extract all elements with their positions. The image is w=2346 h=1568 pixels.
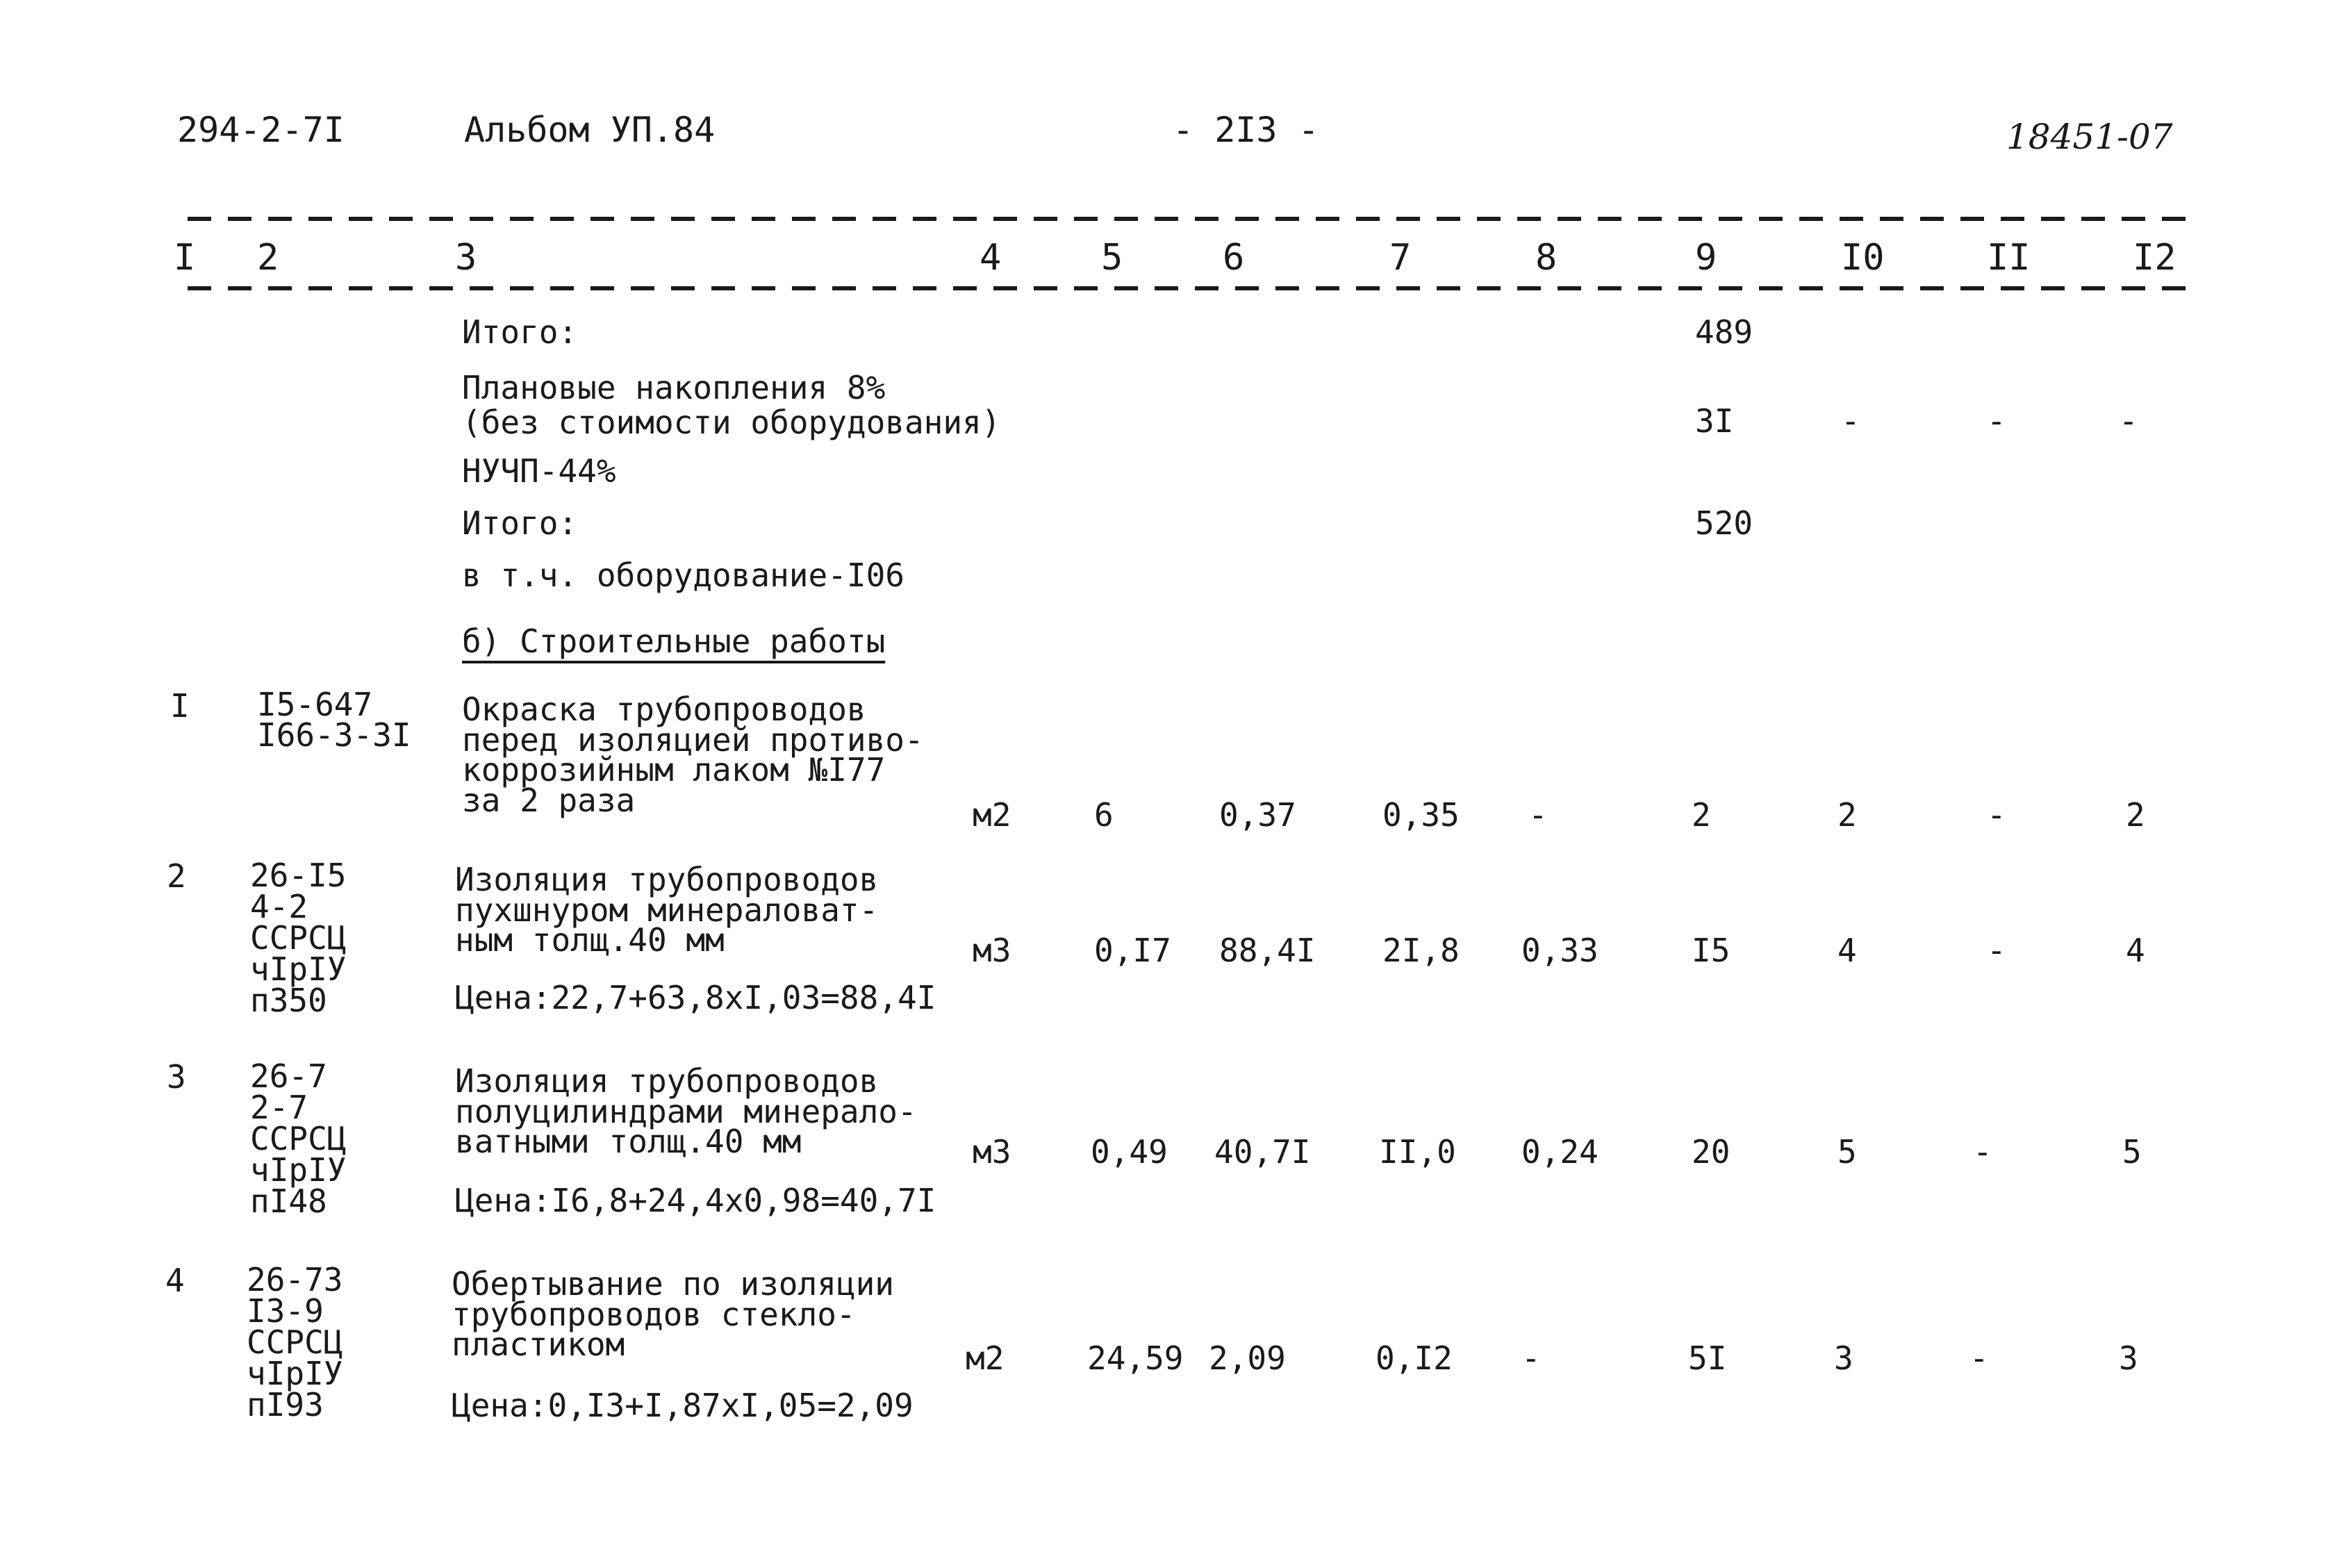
row-unit: м2 (973, 796, 1011, 834)
column-number: 3 (455, 237, 477, 279)
page-number: - 2I3 - (1173, 110, 1319, 150)
row-col11: - (1973, 1133, 1992, 1171)
section-title: б) Строительные работы (462, 622, 886, 660)
row-col12: 5 (2122, 1133, 2142, 1171)
row-col12: 2 (2126, 796, 2145, 834)
planned-label-line2: (без стоимости оборудования) (462, 404, 1001, 441)
row-col7: 0,I2 (1376, 1339, 1453, 1377)
column-number: I2 (2133, 237, 2176, 279)
row-description: Окраска трубопроводов перед изоляцией противо- коррозийным лаком №I77 за 2 раза (462, 691, 924, 820)
planned-label-line1: Плановые накопления 8% (462, 369, 886, 406)
row-code: 26-7 2-7 ССРСЦ чIрIУ пI48 (250, 1057, 347, 1221)
row-number: 2 (167, 857, 186, 895)
column-number: 4 (980, 237, 1002, 279)
handwritten-number: 18451-07 (2006, 117, 2173, 157)
row-col11: - (1987, 796, 2006, 834)
row-col8: - (1521, 1339, 1541, 1377)
nuchp-label: НУЧП-44% (462, 452, 616, 490)
itogo-label: Итого: (462, 504, 578, 542)
column-number: 8 (1535, 237, 1558, 279)
row-number: 3 (167, 1058, 186, 1096)
column-number: I (174, 237, 196, 279)
row-price-note: Цена:0,I3+I,87хI,05=2,09 (452, 1387, 914, 1424)
row-unit-price: 40,7I (1214, 1133, 1311, 1171)
row-col7: 2I,8 (1382, 932, 1460, 969)
row-number: I (170, 687, 190, 725)
row-quantity: 24,59 (1087, 1339, 1184, 1377)
row-unit-price: 88,4I (1219, 932, 1316, 969)
row-unit: м2 (966, 1339, 1005, 1377)
row-col9: 20 (1692, 1133, 1730, 1171)
row-col10: 4 (1837, 932, 1857, 969)
row-col9: 2 (1692, 796, 1711, 834)
itogo-label: Итого: (462, 313, 578, 351)
itogo-value: 489 (1695, 313, 1753, 351)
document-code: 294-2-7I (177, 110, 345, 150)
row-quantity: 6 (1094, 796, 1114, 834)
row-col7: II,0 (1379, 1133, 1456, 1171)
row-quantity: 0,I7 (1094, 932, 1171, 969)
row-number: 4 (165, 1262, 185, 1299)
row-col9: 5I (1688, 1339, 1727, 1377)
row-col10: 2 (1837, 796, 1857, 834)
row-col8: 0,24 (1521, 1133, 1599, 1171)
column-number: II (1987, 237, 2031, 279)
row-quantity: 0,49 (1091, 1133, 1168, 1171)
planned-dash: - (1987, 402, 2006, 440)
row-col10: 3 (1834, 1339, 1853, 1377)
row-unit: м3 (973, 932, 1011, 969)
row-unit: м3 (973, 1133, 1011, 1171)
row-unit-price: 2,09 (1209, 1339, 1286, 1377)
column-number: 5 (1101, 237, 1123, 279)
equipment-note: в т.ч. оборудование-I06 (462, 556, 904, 594)
row-col10: 5 (1837, 1133, 1857, 1171)
planned-dash: - (1841, 402, 1860, 440)
itogo-value: 520 (1695, 504, 1753, 542)
row-col8: 0,33 (1521, 932, 1599, 969)
header-rule-bottom (188, 286, 2188, 290)
column-number: 6 (1223, 237, 1245, 279)
planned-value: 3I (1695, 402, 1734, 440)
row-col11: - (1969, 1339, 1989, 1377)
row-description: Изоляция трубопроводов пухшнуром минераловат- ным толщ.40 мм (455, 861, 879, 959)
row-price-note: Цена:I6,8+24,4х0,98=40,7I (455, 1182, 936, 1219)
row-col9: I5 (1692, 932, 1730, 969)
column-number: 2 (257, 237, 279, 279)
row-code: I5-647 I66-3-3I (257, 686, 411, 754)
row-code: 26-73 I3-9 ССРСЦ чIрIУ пI93 (247, 1261, 343, 1424)
header-rule-top (188, 217, 2188, 221)
row-description: Обертывание по изоляции трубопроводов стекло- пластиком (452, 1265, 894, 1364)
row-col12: 3 (2119, 1339, 2138, 1377)
row-unit-price: 0,37 (1219, 796, 1296, 834)
row-col7: 0,35 (1382, 796, 1460, 834)
album-label: Альбом УП.84 (464, 110, 716, 150)
column-number: 7 (1389, 237, 1412, 279)
column-number: I0 (1841, 237, 1885, 279)
row-code: 26-I5 4-2 ССРСЦ чIрIУ п350 (250, 857, 347, 1020)
row-col8: - (1528, 796, 1548, 834)
column-number: 9 (1695, 237, 1717, 279)
row-col12: 4 (2126, 932, 2145, 969)
row-price-note: Цена:22,7+63,8хI,03=88,4I (455, 979, 936, 1016)
row-col11: - (1987, 932, 2006, 969)
row-description: Изоляция трубопроводов полуцилиндрами минерало- ватными толщ.40 мм (455, 1062, 917, 1161)
planned-dash: - (2119, 402, 2138, 440)
